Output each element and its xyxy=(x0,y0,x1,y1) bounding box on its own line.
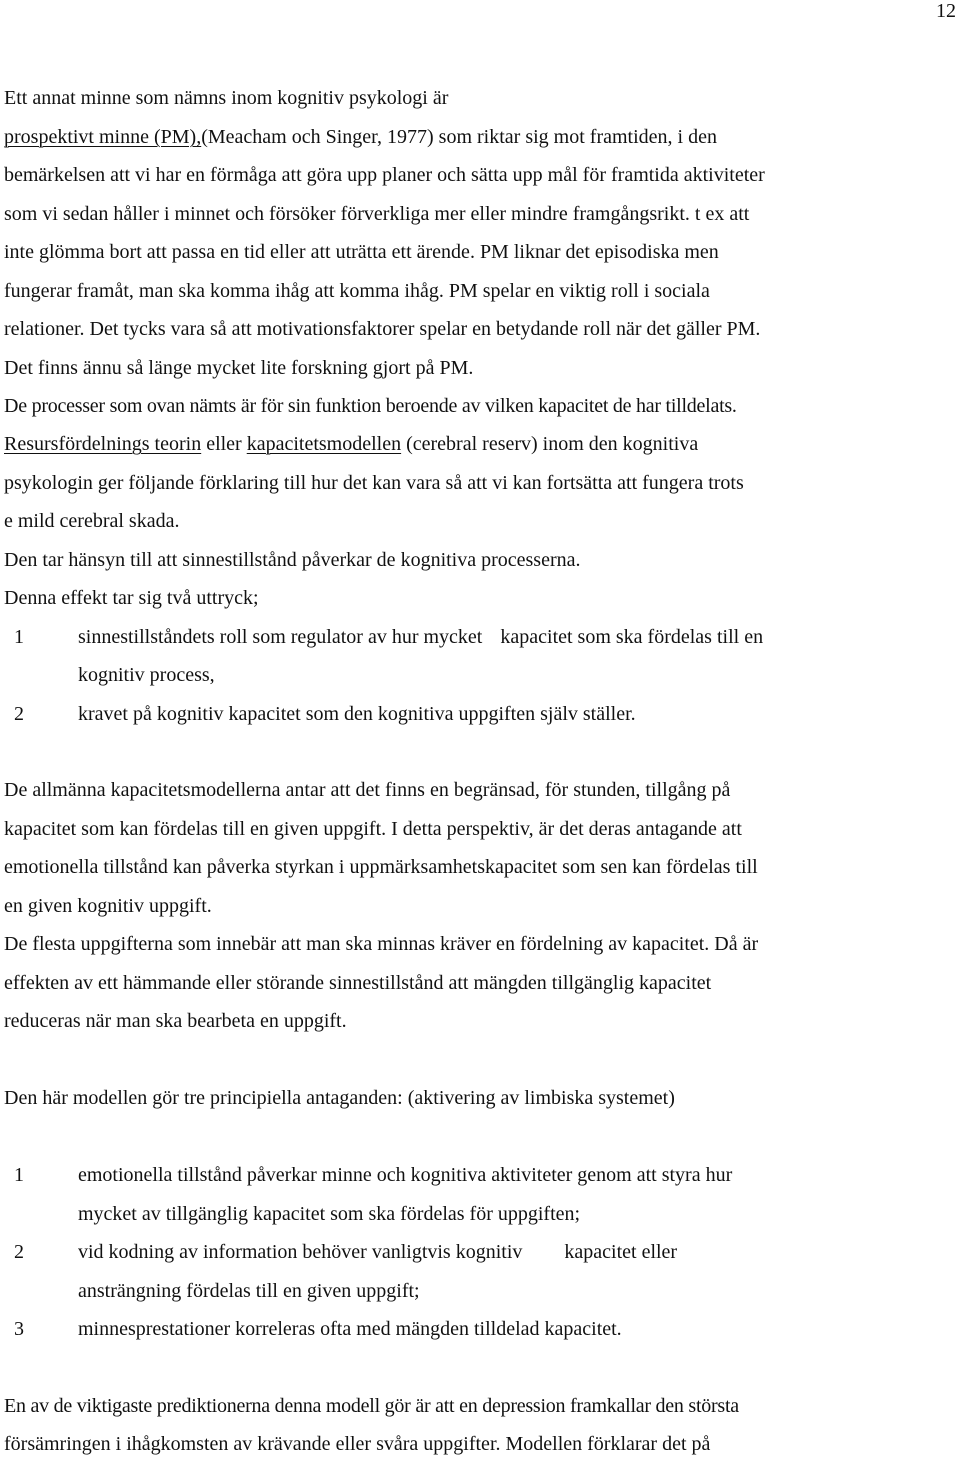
paragraph-line: som vi sedan håller i minnet och försöker förverkliga mer eller mindre framgångsrikt. t ex att xyxy=(4,203,750,225)
paragraph-line: inte glömma bort att passa en tid eller att uträtta ett ärende. PM liknar det episodiska men xyxy=(4,241,719,263)
underlined-term-kapacitetsmodellen: kapacitetsmodellen xyxy=(246,433,402,455)
line-text: eller xyxy=(201,433,247,455)
line-text: (Meacham och Singer, 1977) som riktar sig mot framtiden, i den xyxy=(201,126,717,148)
list-item-continuation: mycket av tillgänglig kapacitet som ska fördelas för uppgiften; xyxy=(78,1203,581,1225)
underlined-term-prospektivt-minne: prospektivt minne (PM), xyxy=(4,126,202,148)
paragraph-line: emotionella tillstånd kan påverka styrkan i uppmärksamhetskapacitet som sen kan fördelas till xyxy=(4,856,758,878)
paragraph-line: psykologin ger följande förklaring till hur det kan vara så att vi kan fortsätta att fungera trots xyxy=(4,472,744,494)
list-item-text: sinnestillståndets roll som regulator av hur mycket xyxy=(78,626,483,648)
paragraph-line: kapacitet som kan fördelas till en given uppgift. I detta perspektiv, är det deras antagande att xyxy=(4,818,742,840)
list-item: emotionella tillstånd påverkar minne och kognitiva aktiviteter genom att styra hur xyxy=(78,1164,733,1186)
paragraph-line: De allmänna kapacitetsmodellerna antar att det finns en begränsad, för stunden, tillgång på xyxy=(4,779,731,801)
paragraph-line: Den här modellen gör tre principiella antaganden: (aktivering av limbiska systemet) xyxy=(4,1087,675,1109)
paragraph-line xyxy=(4,432,698,456)
paragraph-line: En av de viktigaste prediktionerna denna modell gör är att en depression framkallar den största xyxy=(4,1395,739,1417)
list-item-text: vid kodning av information behöver vanligtvis kognitiv xyxy=(78,1241,523,1263)
list-item-continuation: ansträngning fördelas till en given uppgift; xyxy=(78,1280,420,1302)
page-number: 12 xyxy=(936,0,956,22)
paragraph-line: Det finns ännu så länge mycket lite forskning gjort på PM. xyxy=(4,357,474,379)
paragraph-line: bemärkelsen att vi har en förmåga att göra upp planer och sätta upp mål för framtida aktiviteter xyxy=(4,164,765,186)
paragraph-line: relationer. Det tycks vara så att motivationsfaktorer spelar en betydande roll när det gäller PM. xyxy=(4,318,761,340)
paragraph-line xyxy=(4,125,717,149)
list-number: 3 xyxy=(14,1318,24,1340)
list-number: 1 xyxy=(14,1164,24,1186)
paragraph-line: försämringen i ihågkomsten av krävande eller svåra uppgifter. Modellen förklarar det på xyxy=(4,1433,711,1455)
list-item xyxy=(78,1240,677,1264)
list-number: 2 xyxy=(14,1241,24,1263)
list-item xyxy=(78,625,763,649)
paragraph-line: De processer som ovan nämts är för sin funktion beroende av vilken kapacitet de har tilldelats. xyxy=(4,395,737,417)
paragraph-line: Denna effekt tar sig två uttryck; xyxy=(4,587,259,609)
paragraph-line: reduceras när man ska bearbeta en uppgift. xyxy=(4,1010,347,1032)
line-text: (cerebral reserv) inom den kognitiva xyxy=(401,433,699,455)
list-item-continuation: kognitiv process, xyxy=(78,664,215,686)
list-item-text: kapacitet eller xyxy=(564,1241,678,1263)
paragraph-line: e mild cerebral skada. xyxy=(4,510,180,532)
paragraph-line: De flesta uppgifterna som innebär att man ska minnas kräver en fördelning av kapacitet. Då är xyxy=(4,933,759,955)
list-number: 2 xyxy=(14,703,24,725)
list-item: kravet på kognitiv kapacitet som den kognitiva uppgiften själv ställer. xyxy=(78,703,636,725)
list-item: minnesprestationer korreleras ofta med mängden tilldelad kapacitet. xyxy=(78,1318,622,1340)
paragraph-line: en given kognitiv uppgift. xyxy=(4,895,212,917)
underlined-term-resursfordelnings-teorin: Resursfördelnings teorin xyxy=(4,433,202,455)
list-item-text: kapacitet som ska fördelas till en xyxy=(500,626,764,648)
paragraph-line: effekten av ett hämmande eller störande sinnestillstånd att mängden tillgänglig kapacitet xyxy=(4,972,712,994)
paragraph-line: fungerar framåt, man ska komma ihåg att komma ihåg. PM spelar en viktig roll i sociala xyxy=(4,280,710,302)
list-number: 1 xyxy=(14,626,24,648)
paragraph-line: Ett annat minne som nämns inom kognitiv psykologi är xyxy=(4,87,449,109)
paragraph-line: Den tar hänsyn till att sinnestillstånd påverkar de kognitiva processerna. xyxy=(4,549,581,571)
